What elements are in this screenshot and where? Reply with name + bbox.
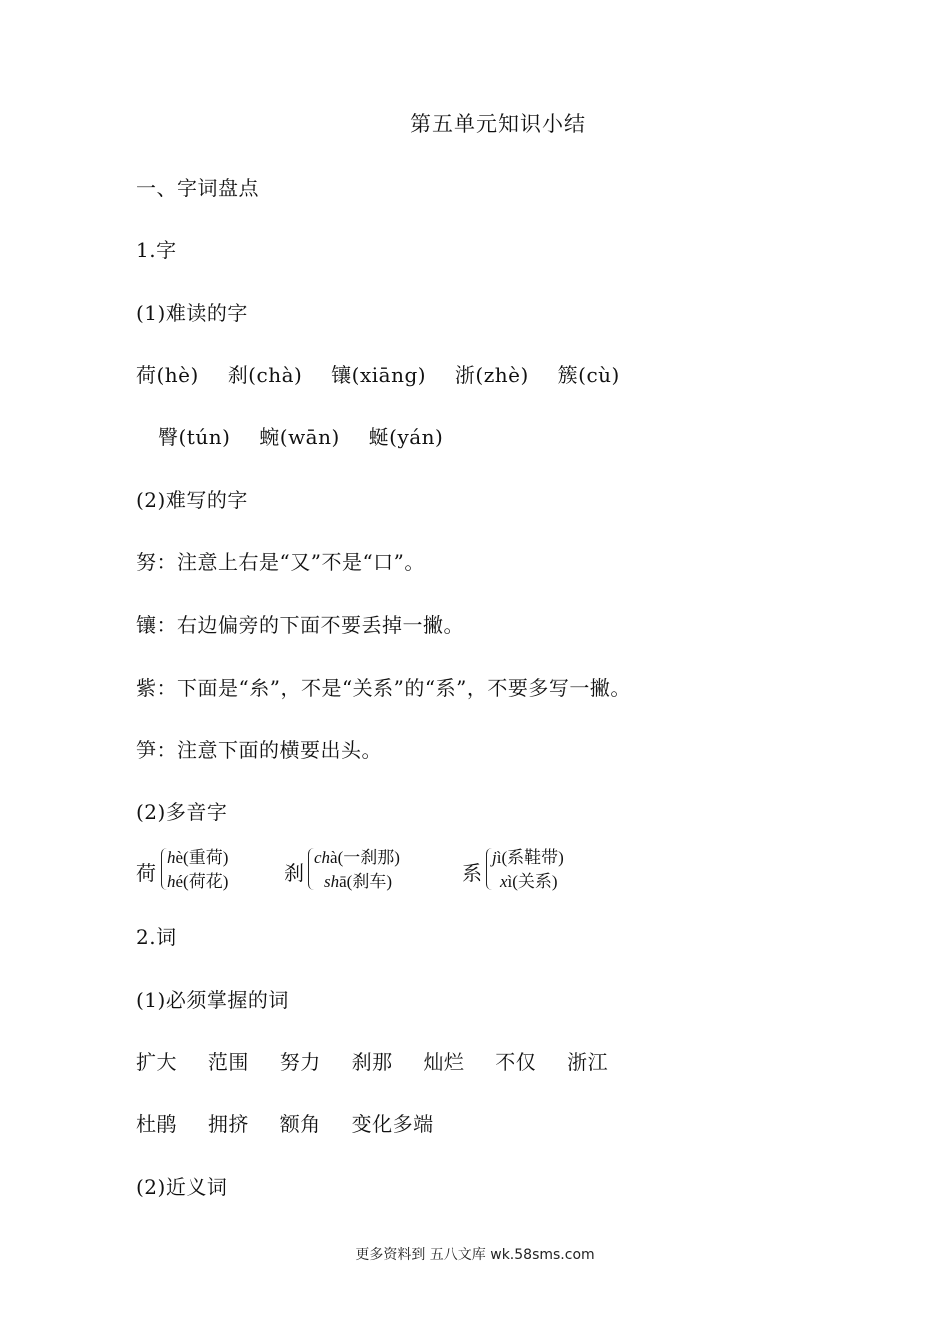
vocab-word: 范围 [207,1050,249,1074]
footer-watermark: 更多资料到 五八文库 wk.58sms.com [355,1247,595,1263]
vocab-word: 浙江 [567,1050,609,1074]
vocab-word: 变化多端 [351,1112,434,1136]
vocab-word: 灿烂 [423,1050,465,1074]
hard-read-char: 荷(hè) [136,363,199,387]
hard-read-char: 臀(tún) [158,425,231,449]
hard-read-char: 簇(cù) [557,363,620,387]
hard-read-row-1 [136,359,620,388]
vocab-word: 杜鹃 [136,1112,177,1136]
heading-hard-to-write: (2)难写的字 [136,488,248,512]
heading-hard-to-read: (1)难读的字 [136,301,248,325]
polyphone-char: 系 [462,861,482,885]
vocab-word: 额角 [279,1112,321,1136]
vocab-word: 拥挤 [207,1112,249,1136]
hard-read-row-2 [158,421,443,450]
hard-read-char: 蜿(wān) [259,425,340,449]
vocab-word: 不仅 [495,1050,537,1074]
polyphone-char: 刹 [284,861,304,885]
vocab-word: 刹那 [351,1050,393,1074]
hard-write-item: 镶：右边偏旁的下面不要丢掉一撇。 [136,613,464,637]
heading-synonyms: (2)近义词 [136,1175,228,1199]
heading-must-know-words: (1)必须掌握的词 [136,988,289,1012]
hard-write-item: 紫：下面是“糸”，不是“关系”的“系”，不要多写一撇。 [136,676,631,700]
page-title: 第五单元知识小结 [410,112,586,136]
hard-read-char: 浙(zhè) [454,363,529,387]
vocab-word: 扩大 [136,1050,177,1074]
polyphone-readings: hè(重荷) hé(荷花) [167,848,229,891]
hard-read-char: 刹(chà) [227,363,303,387]
must-know-row-2 [136,1108,434,1137]
section-heading-words: 一、字词盘点 [136,176,259,200]
polyphone-readings: chà(一刹那) shā(刹车) [314,848,400,891]
hard-write-item: 努：注意上右是“又”不是“口”。 [136,550,425,574]
hard-read-char: 蜒(yán) [368,425,444,449]
heading-polyphones: (2)多音字 [136,800,228,824]
must-know-row-1 [136,1046,608,1075]
hard-read-char: 镶(xiāng) [331,363,427,387]
subheading-characters: 1.字 [136,238,177,262]
subheading-words: 2.词 [136,925,177,949]
polyphone-char: 荷 [136,861,156,885]
vocab-word: 努力 [279,1050,321,1074]
polyphone-readings: jì(系鞋带) xì(关系) [492,848,564,891]
hard-write-item: 笋：注意下面的横要出头。 [136,738,382,762]
